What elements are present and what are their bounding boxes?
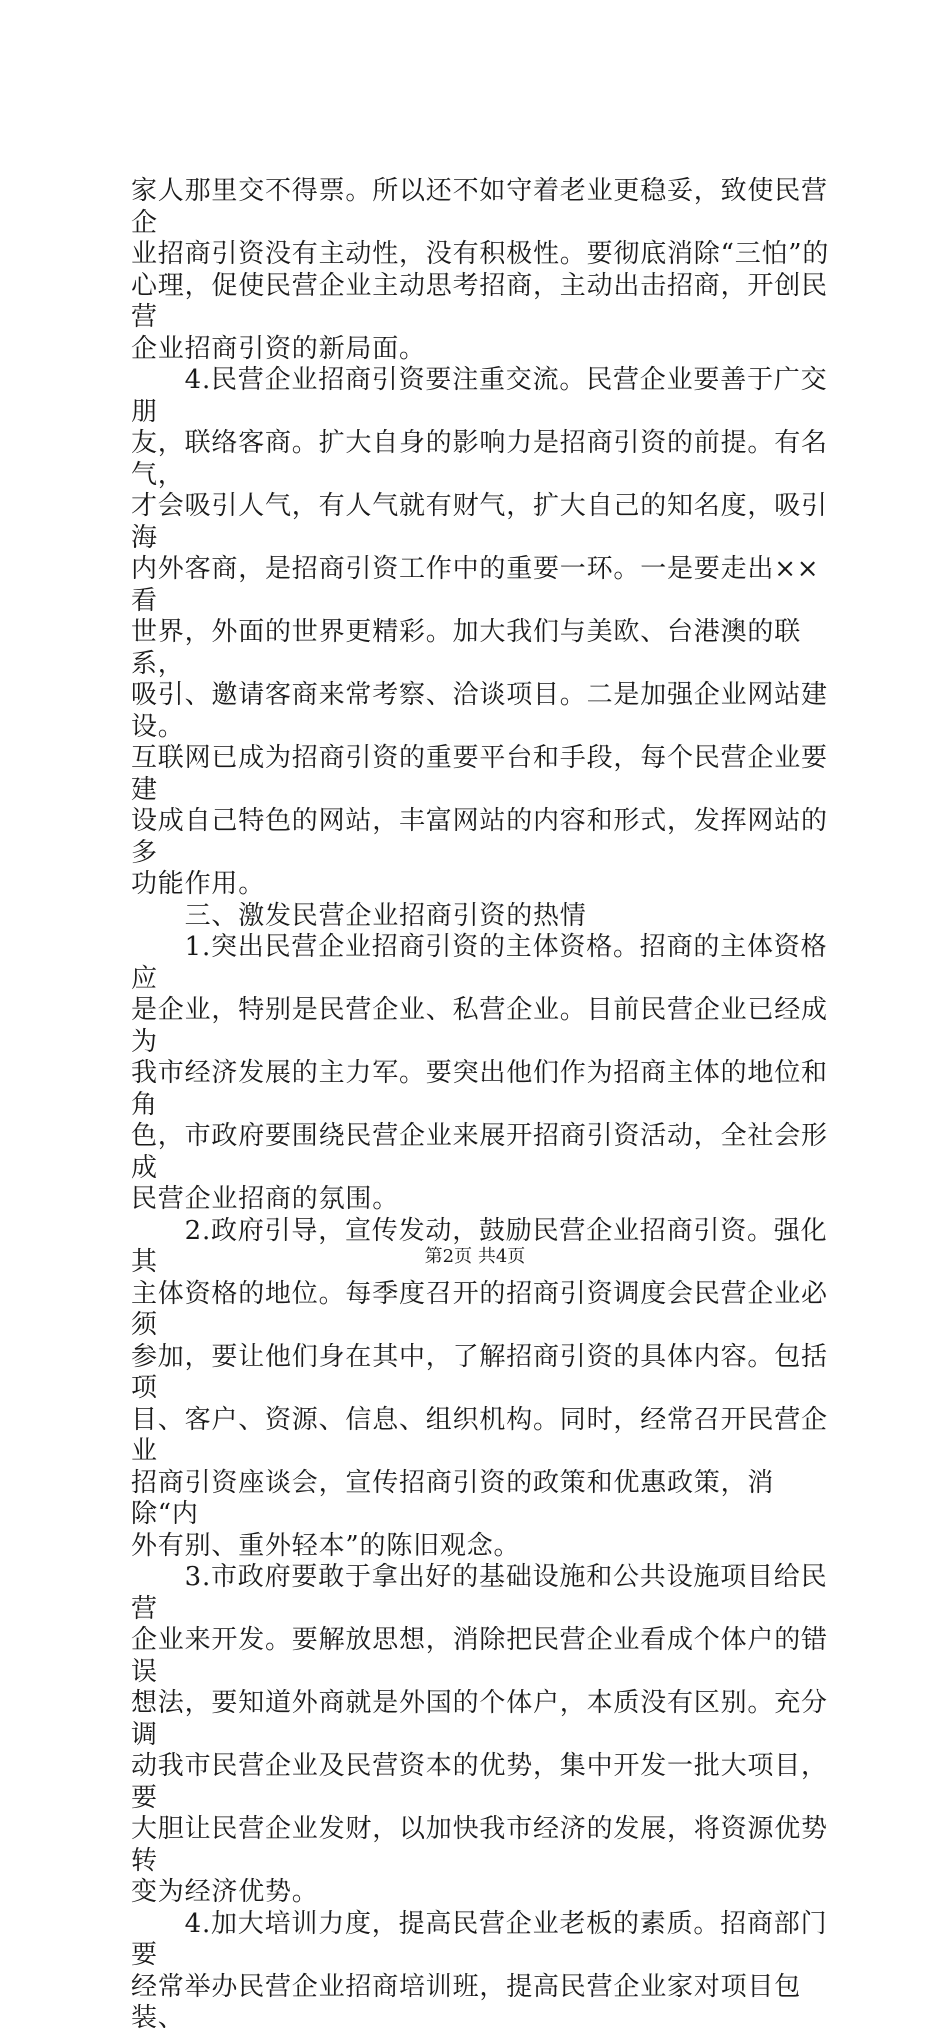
paragraph-item-1-subject: 1.突出民营企业招商引资的主体资格。招商的主体资格应 是企业，特别是民营企业、私营企业。目前民营企业已经成为 我市经济发展的主力军。要突出他们作为招商主体的地位和角 色，市政府要围绕民营企业来展开招商引资活动，全社会形成 民营企业招商的氛围。 [131,932,828,1214]
paragraph-item-4-training: 4.加大培训力度，提高民营企业老板的素质。招商部门要 经常举办民营企业招商培训班，提高民营企业家对项目包装、 [131,1908,828,2033]
paragraph-item-2-government: 2.政府引导，宣传发动，鼓励民营企业招商引资。强化其 主体资格的地位。每季度召开的招商引资调度会民营企业必须 参加，要让他们身在其中，了解招商引资的具体内容。包括项 目、客户、资源、信息、组织机构。同时，经常召开民营企业 招商引资座谈会，宣传招商引资的政策和优惠政策，消除“内 外有别、重外轻本”的陈旧观念。 [131,1215,828,1561]
page-footer: 第2页 共4页 [424,1246,526,1267]
section-heading-3: 三、激发民营企业招商引资的热情 [131,900,587,931]
document-body [131,176,833,2035]
paragraph-continued: 家人那里交不得票。所以还不如守着老业更稳妥，致使民营企 业招商引资没有主动性，没有积极性。要彻底消除“三怕”的 心理，促使民营企业主动思考招商，主动出击招商，开创民营 企业招商引资的新局面。 [131,176,830,364]
paragraph-item-3-infrastructure: 3.市政府要敢于拿出好的基础设施和公共设施项目给民营 企业来开发。要解放思想，消除把民营企业看成个体户的错误 想法，要知道外商就是外国的个体户，本质没有区别。充分调 动我市民营企业及民营资本的优势，集中开发一批大项目，要 大胆让民营企业发财，以加快我市经济的发展，将资源优势转 变为经济优势。 [131,1562,828,1907]
paragraph-item-4-exchange: 4.民营企业招商引资要注重交流。民营企业要善于广交朋 友，联络客商。扩大自身的影响力是招商引资的前提。有名气， 才会吸引人气，有人气就有财气，扩大自己的知名度，吸引海 内外客商，是招商引资工作中的重要一环。一是要走出××看 世界，外面的世界更精彩。加大我们与美欧、台港澳的联系， 吸引、邀请客商来常考察、洽谈项目。二是加强企业网站建设。 互联网已成为招商引资的重要平台和手段，每个民营企业要建 设成自己特色的网站，丰富网站的内容和形式，发挥网站的多 功能作用。 [131,365,828,899]
